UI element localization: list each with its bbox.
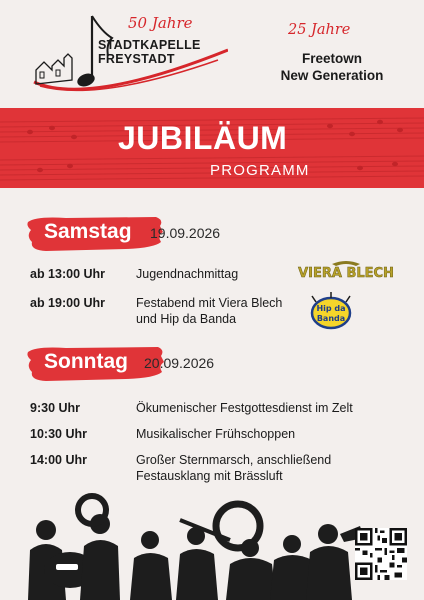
hip-da-banda-text-1: Hip da	[316, 304, 346, 313]
event-description	[136, 400, 386, 416]
event-description-line1: Großer Sternmarsch, anschließend	[136, 453, 332, 467]
qr-code-icon[interactable]	[355, 528, 407, 580]
event-description-line1: Festabend mit Viera Blech	[136, 296, 283, 310]
event-time: ab 13:00 Uhr	[30, 267, 106, 281]
partner-name	[262, 50, 402, 84]
partner-name-line2: New Generation	[280, 68, 384, 83]
sunday-day-label: Sonntag	[44, 350, 128, 373]
hip-da-banda-logo-icon	[308, 292, 354, 332]
partner-name-line1: Freetown	[301, 51, 362, 66]
event-description-line1: Musikalischer Frühschoppen	[136, 427, 296, 441]
org-name-line1: STADTKAPELLE	[98, 38, 201, 52]
event-description	[136, 426, 386, 442]
banner-title: JUBILÄUM	[118, 120, 288, 156]
banner-subtitle: PROGRAMM	[210, 162, 310, 179]
org-name-line2: FREYSTADT	[98, 52, 175, 66]
saturday-date: 19.09.2026	[150, 225, 221, 241]
event-time: 10:30 Uhr	[30, 427, 87, 441]
viera-blech-logo-icon	[286, 258, 406, 284]
sunday-header	[26, 344, 256, 388]
poster-header	[0, 0, 424, 108]
event-time: 14:00 Uhr	[30, 453, 87, 467]
event-description	[136, 452, 386, 484]
event-description-line1: Jugendnachmittag	[136, 267, 239, 281]
saturday-day-label: Samstag	[44, 220, 132, 243]
event-time: ab 19:00 Uhr	[30, 296, 106, 310]
event-description-line2: Festausklang mit Brässluft	[136, 469, 283, 483]
event-description-line2: und Hip da Banda	[136, 312, 237, 326]
org-name	[98, 38, 201, 66]
event-time: 9:30 Uhr	[30, 401, 81, 415]
title-banner	[0, 108, 424, 188]
sunday-date: 20.09.2026	[144, 355, 215, 371]
viera-blech-text: VIERA BLECH	[298, 266, 394, 281]
hip-da-banda-text-2: Banda	[316, 314, 346, 323]
anniversary-50-label: 50 Jahre	[128, 14, 193, 32]
anniversary-25-label: 25 Jahre	[288, 22, 351, 38]
saturday-header	[26, 214, 236, 258]
event-description-line1: Ökumenischer Festgottesdienst im Zelt	[136, 401, 353, 415]
